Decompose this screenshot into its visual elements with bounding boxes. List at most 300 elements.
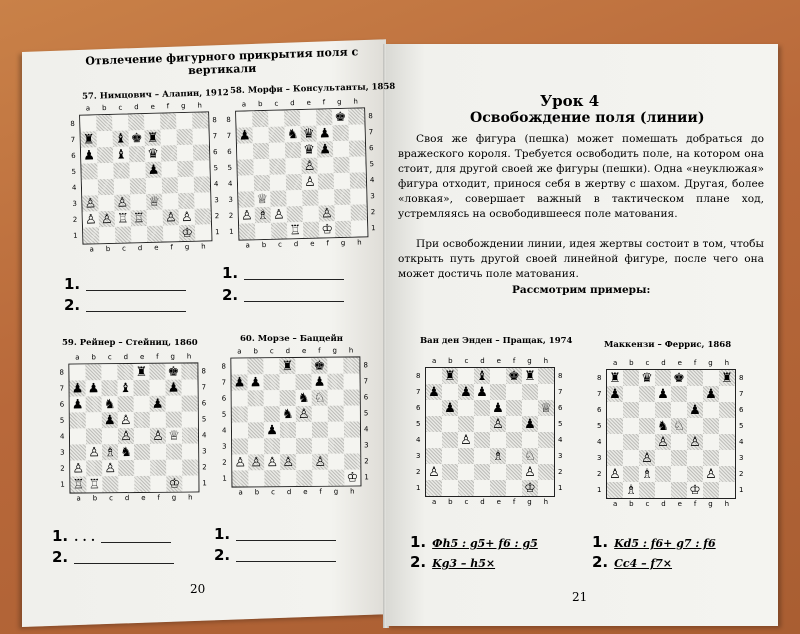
square-f2 (319, 205, 335, 221)
rank-label: 4 (221, 426, 227, 435)
answer-line-58-2[interactable] (222, 286, 344, 304)
file-label: c (464, 498, 469, 506)
answer-number: 2. (592, 553, 609, 571)
square-d4 (280, 422, 296, 438)
square-c3 (639, 450, 655, 466)
chess-piece-a2: ♙ (609, 466, 621, 482)
square-f3 (150, 444, 166, 460)
square-a5 (81, 163, 97, 179)
file-label: a (75, 353, 80, 362)
file-label: h (357, 238, 362, 247)
square-c7 (639, 386, 655, 402)
answer-line-60-2[interactable] (214, 546, 336, 564)
chess-piece-b2: ♗ (256, 207, 269, 223)
square-f8 (160, 113, 176, 129)
square-e6 (296, 390, 312, 406)
square-f2 (506, 464, 522, 480)
rank-label: 1 (364, 473, 369, 482)
rank-label: 2 (370, 208, 376, 217)
square-d6 (280, 390, 296, 406)
square-h1 (344, 469, 360, 485)
square-f2 (687, 466, 703, 482)
chess-piece-d5: ♞ (281, 406, 294, 422)
square-h4 (538, 432, 554, 448)
square-a7 (232, 374, 248, 390)
square-a1 (426, 480, 442, 496)
square-h1 (195, 224, 211, 240)
chess-piece-e6: ♟ (492, 400, 504, 416)
rank-label: 4 (597, 438, 602, 446)
diagram-58 (226, 97, 378, 260)
square-b8 (96, 115, 112, 131)
square-d8 (117, 364, 133, 380)
chess-piece-g7: ♟ (705, 386, 717, 402)
square-h3 (350, 188, 366, 204)
file-label: a (238, 488, 243, 497)
square-c4 (458, 432, 474, 448)
rank-label: 4 (59, 432, 65, 441)
rank-label: 3 (370, 192, 375, 201)
square-d7 (474, 384, 490, 400)
answer-line-59-2[interactable] (52, 548, 174, 566)
rank-label: 4 (201, 431, 207, 440)
rank-label: 2 (597, 470, 602, 478)
square-f2 (163, 209, 179, 225)
square-c7 (458, 384, 474, 400)
chess-piece-d7: ♚ (130, 130, 143, 146)
square-a8 (231, 358, 247, 374)
chess-piece-g8: ♚ (167, 364, 180, 380)
square-f7 (161, 129, 177, 145)
square-a5 (607, 418, 623, 434)
square-g1 (166, 476, 182, 492)
chess-piece-f2: ♙ (320, 205, 333, 222)
chess-piece-c3: ♙ (641, 450, 653, 466)
square-b7 (86, 380, 102, 396)
square-e6 (145, 146, 161, 162)
chess-piece-f6: ♟ (319, 141, 332, 158)
square-g8 (332, 109, 348, 125)
chess-piece-a3: ♙ (84, 195, 97, 212)
file-label: a (241, 100, 247, 109)
file-label: b (101, 104, 107, 113)
square-e4 (146, 178, 162, 194)
rank-labels-right (739, 370, 743, 498)
file-label: e (306, 98, 311, 107)
square-d6 (474, 400, 490, 416)
square-b6 (97, 147, 113, 163)
square-b5 (86, 412, 102, 428)
answer-line-59-1[interactable] (52, 527, 171, 545)
square-f3 (312, 438, 328, 454)
answer-blank[interactable] (236, 540, 336, 541)
rank-label: 8 (363, 361, 368, 370)
file-label: g (337, 97, 342, 107)
chess-piece-d7: ♞ (286, 126, 299, 142)
answer-blank[interactable] (101, 542, 171, 543)
file-label: c (464, 357, 469, 365)
rank-label: 3 (739, 454, 744, 462)
square-d2 (280, 454, 296, 470)
chess-piece-f8: ♚ (508, 368, 520, 384)
square-e1 (134, 476, 150, 492)
square-c1 (102, 476, 118, 492)
rank-label: 5 (71, 167, 77, 176)
square-h4 (719, 434, 735, 450)
chess-piece-e5: ♟ (147, 162, 160, 178)
square-f6 (506, 400, 522, 416)
rank-label: 5 (59, 416, 65, 425)
file-label: g (527, 498, 532, 506)
diagram-59 (59, 352, 208, 512)
square-c1 (264, 470, 280, 486)
square-b7 (442, 384, 458, 400)
square-b2 (99, 211, 115, 227)
square-g2 (522, 464, 538, 480)
square-c3 (270, 190, 286, 206)
square-f4 (150, 428, 166, 444)
file-label: b (448, 498, 453, 506)
square-a3 (238, 191, 254, 207)
file-label: d (286, 488, 292, 497)
chessboard (68, 362, 199, 493)
chess-piece-g1: ♔ (524, 480, 536, 496)
square-c8 (101, 364, 117, 380)
square-h2 (182, 459, 198, 475)
square-g6 (333, 141, 349, 157)
answer-blank[interactable] (244, 301, 344, 302)
rank-label: 7 (368, 128, 374, 137)
square-c7 (269, 126, 285, 142)
square-a6 (81, 147, 97, 163)
square-d1 (280, 470, 296, 486)
chess-piece-e7: ♛ (302, 126, 315, 142)
square-h1 (351, 220, 367, 236)
chess-piece-a7: ♜ (82, 131, 95, 148)
square-f3 (687, 450, 703, 466)
square-e1 (671, 482, 687, 498)
square-d4 (118, 428, 134, 444)
rank-label: 1 (229, 227, 234, 236)
square-e7 (490, 384, 506, 400)
rank-label: 4 (369, 176, 375, 185)
square-b4 (623, 434, 639, 450)
square-d7 (280, 374, 296, 390)
diagram-60-caption: 60. Морзе – Баццейн (240, 334, 344, 344)
rank-label: 8 (368, 112, 373, 121)
chess-piece-f7: ♟ (318, 125, 331, 142)
file-label: g (333, 487, 339, 496)
rank-label: 3 (364, 441, 369, 450)
square-h5 (193, 160, 209, 176)
rank-label: 7 (226, 131, 232, 140)
square-g6 (328, 390, 344, 406)
square-f5 (317, 157, 333, 173)
answer-line-57-2[interactable] (64, 296, 186, 314)
file-label: g (181, 101, 186, 111)
square-b1 (255, 223, 271, 239)
square-e4 (302, 174, 318, 190)
chess-piece-g2: ♙ (180, 209, 193, 225)
square-a3 (426, 448, 442, 464)
answer-blank[interactable] (86, 311, 186, 312)
rank-label: 6 (416, 404, 421, 412)
chess-piece-g1: ♔ (168, 476, 181, 492)
square-f4 (506, 432, 522, 448)
chess-piece-b7: ♟ (249, 374, 262, 390)
answer-blank[interactable] (86, 290, 186, 291)
rank-label: 8 (739, 374, 744, 382)
answer-line-60-1[interactable] (214, 525, 336, 543)
square-h8 (538, 368, 554, 384)
file-label: f (693, 359, 697, 367)
chess-piece-c4: ♙ (460, 432, 472, 448)
square-f8 (311, 358, 327, 374)
square-g8 (703, 370, 719, 386)
rank-label: 4 (227, 179, 233, 188)
square-a6 (70, 396, 86, 412)
chess-piece-c5: ♟ (103, 412, 116, 428)
answer-dots: . . . (74, 530, 96, 544)
square-a8 (69, 364, 85, 380)
rank-label: 7 (363, 377, 369, 386)
chess-piece-a7: ♟ (238, 127, 251, 144)
square-g7 (703, 386, 719, 402)
square-b3 (254, 191, 270, 207)
square-b7 (97, 131, 113, 147)
file-label: c (278, 240, 283, 249)
file-label: c (107, 353, 112, 362)
square-g4 (166, 428, 182, 444)
square-d8 (128, 114, 144, 130)
rank-label: 6 (597, 406, 602, 414)
chess-piece-b8: ♜ (444, 368, 456, 384)
chess-piece-b1: ♗ (625, 482, 637, 498)
chess-piece-a2: ♙ (84, 211, 97, 228)
chess-piece-d2: ♖ (132, 210, 145, 226)
square-h2 (195, 208, 211, 224)
file-label: g (340, 238, 346, 248)
square-e6 (134, 396, 150, 412)
rank-label: 3 (72, 199, 77, 208)
square-h6 (349, 140, 365, 156)
file-label: b (629, 500, 634, 508)
file-label: c (122, 244, 127, 253)
square-c4 (102, 428, 118, 444)
square-g5 (328, 406, 344, 422)
square-a6 (232, 390, 248, 406)
square-c3 (114, 194, 130, 210)
file-label: c (645, 359, 650, 367)
chess-piece-c6: ♝ (115, 146, 128, 163)
file-label: e (303, 487, 308, 496)
file-label: h (724, 500, 730, 508)
chess-piece-f1: ♔ (321, 221, 334, 238)
answer-line-57-1[interactable] (64, 275, 186, 293)
square-e3 (146, 194, 162, 210)
square-a8 (80, 115, 96, 131)
square-a7 (237, 127, 253, 143)
chess-piece-f4: ♙ (152, 428, 164, 444)
chess-piece-f6: ♟ (151, 396, 164, 412)
square-b7 (253, 127, 269, 143)
file-label: c (645, 500, 650, 508)
answer-blank[interactable] (74, 563, 174, 564)
square-a7 (426, 384, 442, 400)
answer-blank[interactable] (236, 561, 336, 562)
rank-label: 5 (227, 163, 233, 172)
square-c8 (639, 370, 655, 386)
square-b8 (252, 111, 268, 127)
rank-label: 2 (60, 464, 65, 473)
square-c2 (458, 464, 474, 480)
chess-piece-d8: ♜ (281, 358, 294, 374)
rank-label: 2 (739, 470, 744, 478)
square-d4 (130, 178, 146, 194)
rank-label: 7 (70, 135, 76, 144)
rank-label: 5 (201, 415, 207, 424)
file-label: b (448, 357, 453, 365)
rank-labels-left (597, 370, 601, 498)
square-b8 (85, 364, 101, 380)
solution-2-move-1 (592, 533, 716, 551)
rank-labels-right (201, 363, 207, 491)
chess-piece-h1: ♔ (346, 469, 359, 486)
square-c1 (271, 222, 287, 238)
rank-label: 1 (60, 480, 65, 489)
square-e4 (296, 422, 312, 438)
file-label: g (170, 352, 176, 361)
square-d6 (118, 396, 134, 412)
file-labels-bottom (426, 498, 554, 506)
square-a7 (70, 380, 86, 396)
square-f1 (150, 476, 166, 492)
square-g4 (703, 434, 719, 450)
rank-label: 2 (416, 468, 421, 476)
rank-label: 2 (364, 457, 369, 466)
square-a1 (83, 227, 99, 243)
file-labels-top (607, 359, 735, 367)
rank-label: 3 (597, 454, 602, 462)
solution-text: Kd5 : f6+ g7 : f6 (614, 537, 716, 550)
chess-piece-c7: ♝ (114, 130, 127, 147)
rank-label: 7 (558, 388, 563, 396)
chessboard (230, 356, 361, 487)
rank-label: 7 (212, 132, 218, 141)
square-g5 (177, 161, 193, 177)
file-label: e (141, 493, 146, 502)
square-e7 (145, 130, 161, 146)
square-h8 (719, 370, 735, 386)
square-f8 (149, 364, 165, 380)
square-a4 (82, 179, 98, 195)
square-a2 (426, 464, 442, 480)
square-e8 (300, 110, 316, 126)
chess-piece-a2: ♙ (428, 464, 440, 480)
file-label: h (188, 493, 193, 502)
square-b1 (248, 470, 264, 486)
square-c5 (113, 162, 129, 178)
square-e7 (671, 386, 687, 402)
square-c4 (639, 434, 655, 450)
square-b4 (442, 432, 458, 448)
file-label: h (186, 352, 192, 361)
chess-piece-d4: ♙ (657, 434, 669, 450)
chess-piece-c2: ♙ (272, 206, 285, 223)
file-label: f (326, 239, 330, 248)
square-c8 (268, 110, 284, 126)
answer-blank[interactable] (244, 279, 344, 280)
file-label: e (496, 357, 501, 365)
square-g6 (177, 145, 193, 161)
rank-label: 2 (228, 211, 234, 220)
square-h5 (344, 405, 360, 421)
square-c5 (102, 412, 118, 428)
square-f6 (161, 145, 177, 161)
square-c3 (264, 438, 280, 454)
square-d5 (285, 158, 301, 174)
chess-piece-b3: ♕ (256, 191, 269, 207)
file-label: e (139, 352, 145, 361)
file-label: c (109, 494, 113, 503)
square-b8 (623, 370, 639, 386)
square-h7 (719, 386, 735, 402)
square-h2 (719, 466, 735, 482)
square-f4 (687, 434, 703, 450)
square-b2 (248, 454, 264, 470)
file-labels-top (231, 346, 359, 355)
square-d5 (655, 418, 671, 434)
square-b5 (248, 406, 264, 422)
file-label: h (350, 487, 355, 496)
square-b2 (442, 464, 458, 480)
rank-label: 8 (70, 119, 75, 128)
rank-label: 1 (371, 224, 376, 233)
square-e2 (303, 206, 319, 222)
square-a5 (232, 406, 248, 422)
file-label: e (154, 243, 159, 252)
file-labels-top (69, 352, 197, 361)
square-h6 (182, 395, 198, 411)
file-label: b (261, 240, 267, 250)
square-d8 (284, 110, 300, 126)
square-a1 (232, 470, 248, 486)
square-f2 (150, 460, 166, 476)
square-a3 (82, 195, 98, 211)
file-label: g (184, 242, 190, 252)
file-label: d (123, 353, 129, 362)
square-a2 (239, 207, 255, 223)
rank-label: 5 (213, 164, 219, 173)
square-d2 (118, 460, 134, 476)
rank-label: 7 (59, 384, 65, 393)
square-a1 (607, 482, 623, 498)
chess-piece-b2: ♙ (250, 454, 263, 470)
file-label: f (170, 243, 174, 252)
square-g6 (703, 402, 719, 418)
square-f6 (687, 402, 703, 418)
square-g8 (522, 368, 538, 384)
chess-piece-d3: ♞ (120, 444, 133, 460)
lesson-paragraph-1: Своя же фигура (пешка) может помешать добраться до вражеского короля. Требуется освободить поле, на котором она стоит, для другой своей же фигуры (пешки). Одна «неуклюжая» фигура отходит, принося себя в жертву с шахом. Другая, более «ловкая», совершает важный в тактическом плане ход, устремляясь на освободившееся поле матования. (398, 133, 764, 220)
square-b1 (86, 476, 102, 492)
square-f4 (318, 173, 334, 189)
square-d2 (655, 466, 671, 482)
rank-label: 4 (558, 436, 563, 444)
lesson-number: Урок 4 (540, 92, 600, 110)
answer-line-58-1[interactable] (222, 264, 344, 282)
square-g2 (328, 454, 344, 470)
